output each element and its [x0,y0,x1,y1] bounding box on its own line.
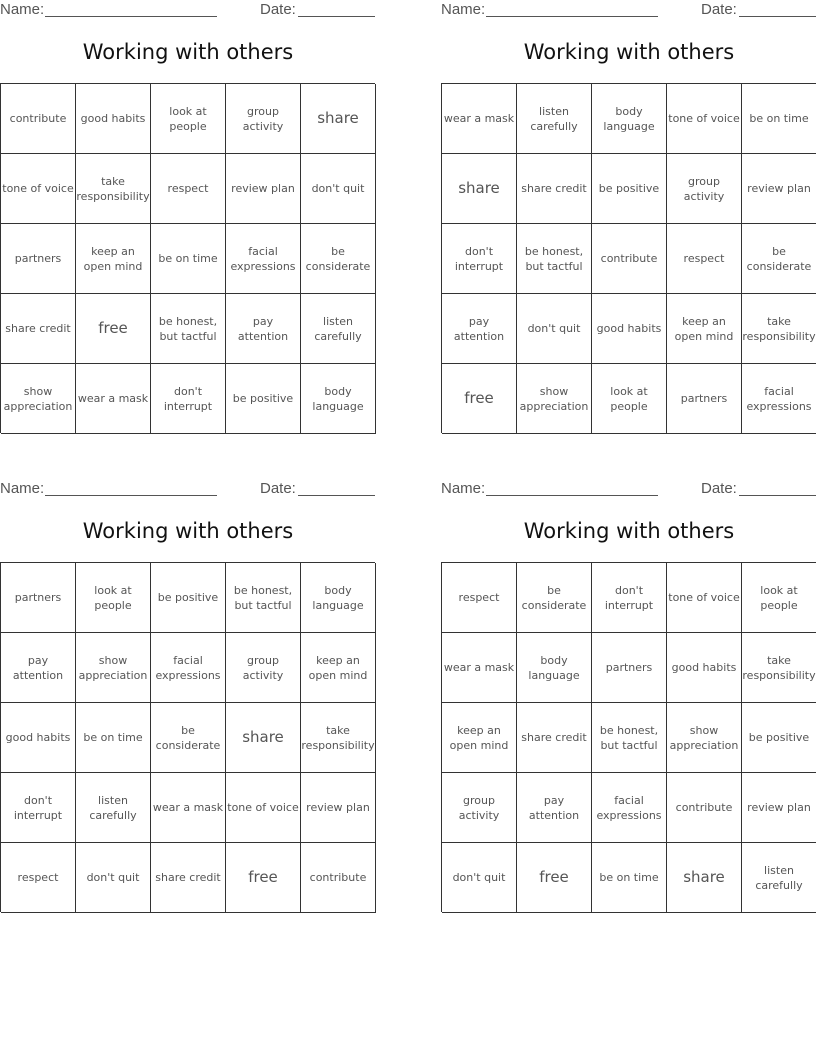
bingo-cell: good habits [592,294,667,364]
card-title: Working with others [82,40,294,64]
bingo-cell: share [667,843,742,913]
bingo-cell: be positive [742,703,816,773]
bingo-cell: respect [442,563,517,633]
bingo-cell: share credit [1,294,76,364]
bingo-cell: pay attention [226,294,301,364]
bingo-cell: good habits [1,703,76,773]
bingo-cell: respect [1,843,76,913]
date-blank-line [739,495,816,496]
bingo-cell: listen carefully [742,843,816,913]
bingo-cell: share credit [151,843,226,913]
bingo-cell: be positive [592,154,667,224]
bingo-cell: good habits [76,84,151,154]
bingo-grid [0,83,375,433]
bingo-cell: partners [1,563,76,633]
bingo-cell: facial expressions [592,773,667,843]
bingo-cell: wear a mask [76,364,151,434]
bingo-cell: be honest, but tactful [517,224,592,294]
bingo-cell: review plan [226,154,301,224]
bingo-cell: show appreciation [517,364,592,434]
bingo-cell: show appreciation [76,633,151,703]
card-header [0,480,376,500]
bingo-cell: wear a mask [442,84,517,154]
date-blank-line [298,16,375,17]
bingo-cell: facial expressions [226,224,301,294]
name-label: Name: [441,1,486,18]
bingo-cell: share [226,703,301,773]
card-header [0,1,376,21]
bingo-cell: contribute [667,773,742,843]
bingo-cell: be on time [592,843,667,913]
bingo-cell: don't quit [76,843,151,913]
bingo-cell: respect [151,154,226,224]
bingo-cell: pay attention [517,773,592,843]
bingo-cell: keep an open mind [76,224,151,294]
name-label: Name: [0,480,45,497]
bingo-cell: be on time [76,703,151,773]
bingo-cell: facial expressions [151,633,226,703]
bingo-cell: share [442,154,517,224]
bingo-cell: share credit [517,703,592,773]
bingo-cell: tone of voice [667,84,742,154]
bingo-cell: free [517,843,592,913]
bingo-cell: don't interrupt [442,224,517,294]
bingo-cell: don't interrupt [151,364,226,434]
name-blank-line [486,495,658,496]
bingo-cell: group activity [226,633,301,703]
bingo-cell: be considerate [151,703,226,773]
bingo-cell: partners [592,633,667,703]
bingo-cell: tone of voice [226,773,301,843]
bingo-cell: free [442,364,517,434]
bingo-cell: be positive [151,563,226,633]
bingo-grid [441,562,816,912]
bingo-cell: group activity [226,84,301,154]
bingo-cell: keep an open mind [301,633,376,703]
bingo-cell: be positive [226,364,301,434]
bingo-card-3 [0,479,376,914]
bingo-cell: don't interrupt [1,773,76,843]
bingo-cell: be on time [151,224,226,294]
name-label: Name: [0,1,45,18]
bingo-grid [441,83,816,433]
bingo-cell: be honest, but tactful [226,563,301,633]
bingo-cell: pay attention [1,633,76,703]
bingo-cell: facial expressions [742,364,816,434]
bingo-cell: take responsibility [742,633,816,703]
bingo-cell: free [76,294,151,364]
card-header [441,1,816,21]
date-blank-line [298,495,375,496]
bingo-cell: be honest, but tactful [592,703,667,773]
bingo-grid [0,562,375,912]
card-title: Working with others [523,519,735,543]
bingo-cell: group activity [442,773,517,843]
bingo-cell: wear a mask [151,773,226,843]
bingo-cell: free [226,843,301,913]
bingo-cell: partners [667,364,742,434]
name-label: Name: [441,480,486,497]
bingo-cell: keep an open mind [442,703,517,773]
bingo-cell: show appreciation [667,703,742,773]
bingo-cell: be honest, but tactful [151,294,226,364]
bingo-cell: good habits [667,633,742,703]
date-label: Date: [701,480,737,497]
name-blank-line [45,16,217,17]
bingo-cell: body language [301,563,376,633]
bingo-cell: look at people [592,364,667,434]
bingo-cell: take responsibility [742,294,816,364]
bingo-card-2 [441,0,816,435]
bingo-cell: wear a mask [442,633,517,703]
bingo-cell: contribute [301,843,376,913]
bingo-cell: be on time [742,84,816,154]
bingo-cell: partners [1,224,76,294]
name-blank-line [486,16,658,17]
date-label: Date: [701,1,737,18]
bingo-cell: show appreciation [1,364,76,434]
bingo-cell: listen carefully [76,773,151,843]
bingo-cell: tone of voice [667,563,742,633]
bingo-cell: group activity [667,154,742,224]
card-header [441,480,816,500]
bingo-cell: be considerate [517,563,592,633]
bingo-cell: tone of voice [1,154,76,224]
date-blank-line [739,16,816,17]
bingo-cell: don't interrupt [592,563,667,633]
date-label: Date: [260,1,296,18]
bingo-cell: listen carefully [517,84,592,154]
card-title: Working with others [523,40,735,64]
date-label: Date: [260,480,296,497]
bingo-cell: look at people [151,84,226,154]
bingo-cell: be considerate [301,224,376,294]
bingo-cell: keep an open mind [667,294,742,364]
bingo-cell: share credit [517,154,592,224]
bingo-cell: body language [517,633,592,703]
bingo-cell: contribute [1,84,76,154]
bingo-cell: review plan [742,773,816,843]
bingo-cell: don't quit [301,154,376,224]
bingo-cell: body language [592,84,667,154]
bingo-cell: review plan [742,154,816,224]
bingo-card-1 [0,0,376,435]
bingo-cell: don't quit [517,294,592,364]
name-blank-line [45,495,217,496]
bingo-cell: take responsibility [76,154,151,224]
bingo-cell: look at people [742,563,816,633]
bingo-cell: body language [301,364,376,434]
bingo-cell: review plan [301,773,376,843]
bingo-cell: share [301,84,376,154]
bingo-cell: contribute [592,224,667,294]
bingo-cell: don't quit [442,843,517,913]
card-title: Working with others [82,519,294,543]
bingo-card-4 [441,479,816,914]
bingo-cell: respect [667,224,742,294]
bingo-cell: listen carefully [301,294,376,364]
bingo-cell: take responsibility [301,703,376,773]
bingo-cell: look at people [76,563,151,633]
bingo-cell: pay attention [442,294,517,364]
bingo-cell: be considerate [742,224,816,294]
